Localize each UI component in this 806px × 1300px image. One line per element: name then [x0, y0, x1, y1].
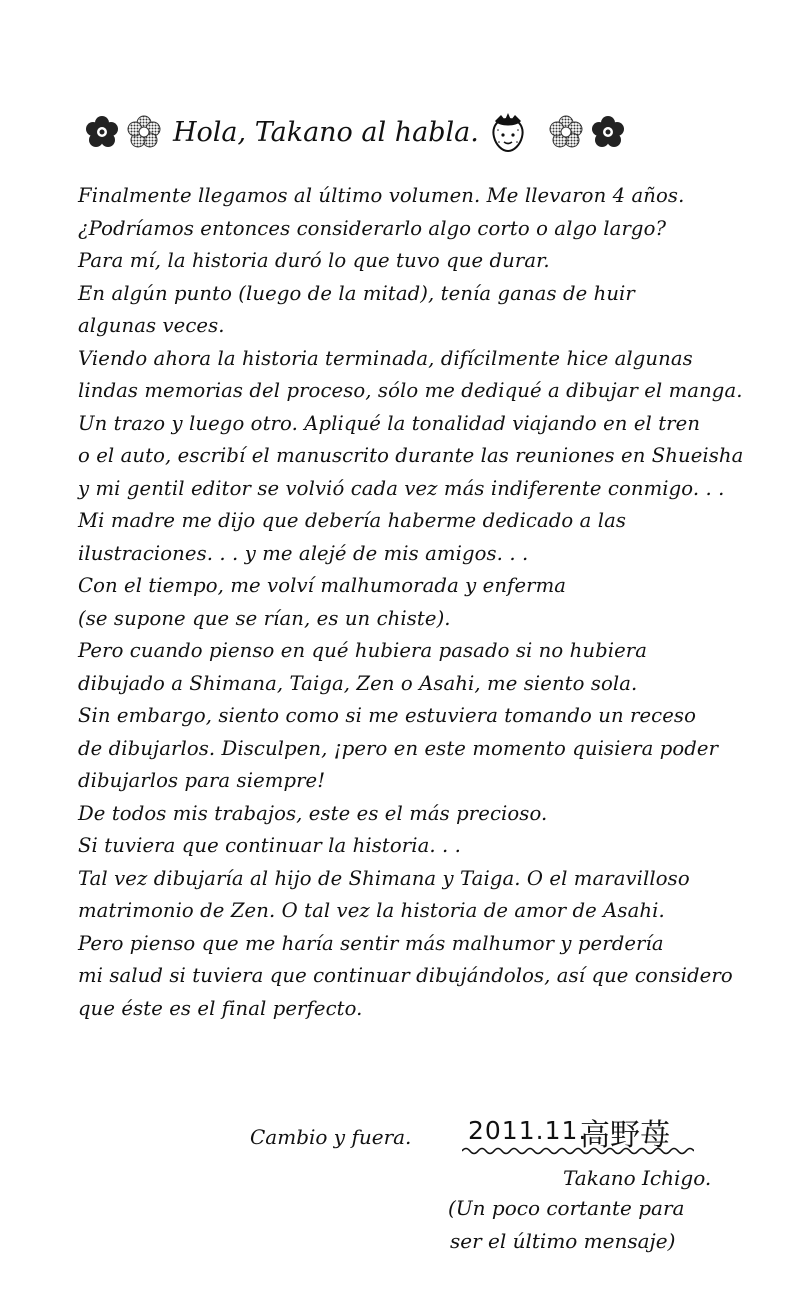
body-line: (se supone que se rían, es un chiste). [78, 606, 451, 630]
body-line: Si tuviera que continuar la historia. . . [78, 834, 461, 857]
letter-title: Hola, Takano al habla. [173, 116, 479, 148]
body-line: Pero pienso que me haría sentir más malhumor y perdería [78, 931, 664, 955]
author-name: Takano Ichigo. [563, 1166, 712, 1190]
closing-text: Cambio y fuera. [250, 1125, 412, 1149]
wavy-underline [462, 1146, 694, 1156]
body-line: o el auto, escribí el manuscrito durante las reuniones en Shueisha [78, 444, 744, 467]
flower-dotted-icon [549, 115, 583, 149]
body-line: ¿Podríamos entonces considerarlo algo corto o algo largo? [78, 216, 667, 240]
body-line: algunas veces. [78, 314, 225, 337]
flower-dark-icon [591, 115, 625, 149]
body-line: Pero cuando pienso en qué hubiera pasado si no hubiera [78, 639, 648, 662]
author-note-line: (Un poco cortante para [448, 1196, 685, 1220]
body-line: Viendo ahora la historia terminada, difícilmente hice algunas [78, 346, 693, 370]
flower-dotted-icon [127, 115, 161, 149]
body-line: Un trazo y luego otro. Apliqué la tonalidad viajando en el tren [78, 411, 701, 435]
date-text: 2011.11. [468, 1116, 588, 1145]
body-line: ilustraciones. . . y me alejé de mis amigos. . . [78, 541, 529, 565]
body-line: Tal vez dibujaría al hijo de Shimana y Taiga. O el maravilloso [78, 866, 690, 890]
body-line: y mi gentil editor se volvió cada vez más indiferente conmigo. . . [78, 476, 725, 500]
strawberry-face-icon [489, 111, 527, 153]
signature-kanji: 高野苺 [580, 1118, 670, 1153]
date-signature [462, 1110, 702, 1158]
body-line: De todos mis trabajos, este es el más precioso. [78, 801, 548, 825]
body-line: de dibujarlos. Disculpen, ¡pero en este momento quisiera poder [78, 736, 719, 760]
body-line: matrimonio de Zen. O tal vez la historia de amor de Asahi. [78, 899, 665, 922]
body-line: Sin embargo, siento como si me estuviera tomando un receso [78, 704, 696, 727]
body-line: Mi madre me dijo que debería haberme dedicado a las [78, 509, 627, 532]
body-line: Con el tiempo, me volví malhumorada y enferma [78, 574, 567, 597]
body-line: dibujado a Shimana, Taiga, Zen o Asahi, me siento sola. [78, 671, 638, 695]
body-line: Finalmente llegamos al último volumen. Me llevaron 4 años. [78, 184, 685, 207]
body-line: que éste es el final perfecto. [78, 996, 363, 1020]
body-line: dibujarlos para siempre! [78, 769, 326, 792]
body-line: lindas memorias del proceso, sólo me dediqué a dibujar el manga. [78, 379, 743, 402]
letter-header [85, 108, 625, 156]
body-line: Para mí, la historia duró lo que tuvo que durar. [78, 249, 550, 272]
flower-dark-icon [85, 115, 119, 149]
letter-body [78, 180, 778, 1025]
author-note-line: ser el último mensaje) [450, 1229, 676, 1253]
body-line: mi salud si tuviera que continuar dibujándolos, así que considero [78, 964, 733, 987]
body-line: En algún punto (luego de la mitad), tenía ganas de huir [78, 281, 635, 305]
